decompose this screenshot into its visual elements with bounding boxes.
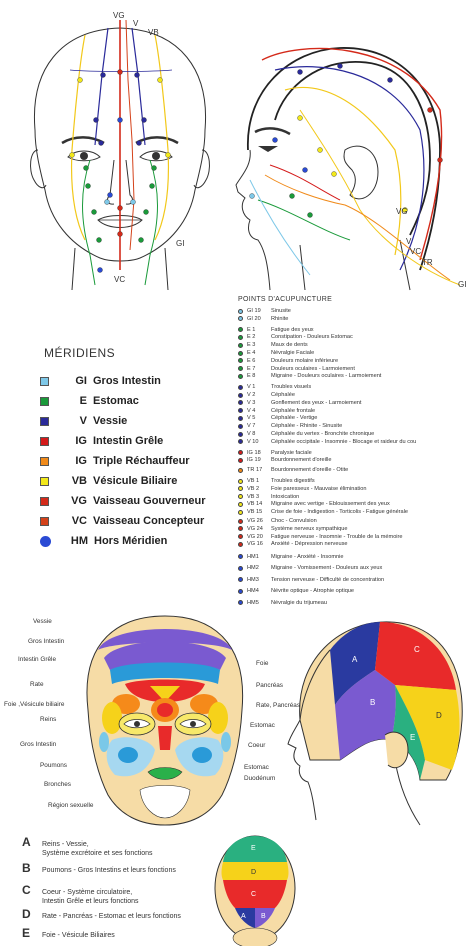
meridian-name: Gros Intestin	[93, 375, 161, 387]
acupoint-code: TR 17	[247, 467, 263, 474]
acupoint-indication: Douleurs molaire inférieure	[271, 357, 339, 364]
acupoint-indication: Troubles visuels	[271, 384, 312, 391]
zone-description	[42, 840, 242, 858]
meridians-title: MÉRIDIENS	[44, 346, 116, 360]
label-coeur: Coeur	[248, 742, 266, 749]
label-gros-intestin-mid: Gros Intestin	[20, 741, 57, 748]
acupoint-row	[238, 508, 408, 516]
meridian-diagrams	[0, 0, 474, 300]
meridian-row	[40, 431, 163, 451]
zone-legend-row	[22, 883, 222, 906]
acupoint-dot	[238, 351, 243, 356]
acupoint-row	[238, 365, 355, 373]
acupoint-indication: Migraine - Vomissement - Douleurs aux yeux	[271, 565, 383, 572]
acupoint-dot	[238, 424, 243, 429]
meridian-color-swatch	[40, 397, 49, 406]
zone-description	[42, 912, 242, 921]
acupoint-dot	[238, 393, 243, 398]
acupoint-code: VG 20	[247, 533, 263, 540]
acupoint-dot	[238, 554, 243, 559]
acupoint-indication: Névrite optique - Atrophie optique	[271, 588, 355, 595]
acupoint-code: HM2	[247, 565, 259, 572]
acupoint-indication: Névralgie Faciale	[271, 350, 315, 356]
acupoint-dot	[238, 458, 243, 463]
zone-letter: B	[22, 861, 31, 875]
acupoint-code: V 7	[247, 423, 256, 430]
label-estomac: Estomac	[250, 722, 275, 729]
acupoint-indication: Fatigue nerveuse - Insomnie - Trouble de la mémoire	[271, 533, 403, 540]
meridian-name: Estomac	[93, 395, 139, 407]
acupoint-row	[238, 326, 314, 334]
meridian-row	[40, 511, 204, 531]
acupoint-code: VG 16	[247, 541, 263, 548]
meridian-color-swatch	[40, 437, 49, 446]
acupoint-row	[238, 551, 343, 562]
acupoint-indication: Céphalée - Rhinite - Sinusite	[271, 423, 343, 430]
acupoint-row	[238, 438, 416, 446]
acupoint-row	[238, 525, 348, 533]
acupoint-dot	[238, 366, 243, 371]
acupoint-dot	[238, 439, 243, 444]
meridian-code: HM	[70, 535, 88, 547]
acupoint-indication: Maux de dents	[271, 342, 308, 349]
acupoint-code: VB 15	[247, 509, 263, 516]
acupoint-indication: Bourdonnement d'oreille	[271, 457, 332, 464]
label-vg-front: VG	[113, 11, 125, 20]
acupoint-code: E 6	[247, 357, 256, 364]
acupoint-row	[238, 456, 331, 464]
acupoint-indication: Intoxication	[271, 493, 300, 500]
acupoint-code: HM3	[247, 576, 259, 583]
meridian-code: V	[79, 415, 87, 427]
meridian-row	[40, 471, 177, 491]
acupoint-dot	[238, 502, 243, 507]
acupoint-dot	[238, 589, 243, 594]
acupoint-indication: Anxiété - Dépression nerveuse	[271, 541, 348, 548]
acupoint-indication: Douleurs oculaires - Larmoiement	[271, 365, 355, 372]
zone-letter-c-side: C	[414, 645, 420, 654]
label-pancreas: Pancréas	[256, 682, 283, 689]
label-rate-pancreas: Rate, Pancréas	[256, 702, 301, 709]
zone-legend-row	[22, 907, 222, 930]
acupoint-indication: Migraine - Douleurs oculaires - Larmoiement	[271, 373, 382, 380]
zone-legend-row	[22, 835, 222, 858]
acupoint-row	[238, 597, 327, 608]
acupoint-indication: Fatigue des yeux	[271, 326, 314, 333]
acupoint-code: VB 1	[247, 478, 260, 484]
acupoint-row	[238, 533, 403, 541]
acupoint-row	[238, 430, 374, 438]
acupoint-indication: Crise de foie - Indigestion - Torticolis - Fatigue générale	[271, 509, 409, 516]
label-v-front: V	[133, 19, 139, 28]
acupoint-row	[238, 391, 295, 399]
acupoint-row	[238, 493, 299, 501]
acupoint-row	[238, 341, 308, 349]
acupoint-indication: Céphalée du vertex - Bronchite chronique	[271, 431, 375, 437]
zone-description-line: Intestin Grêle et leurs fonctions	[42, 898, 139, 905]
acupoint-row	[238, 466, 348, 474]
acupoint-dot	[238, 486, 243, 491]
zone-description-line: Foie - Vésicule Biliaires	[42, 932, 115, 939]
meridian-code: GI	[75, 375, 87, 387]
acupoint-dot	[238, 450, 243, 455]
acupoint-dot	[238, 566, 243, 571]
acupoint-code: VG 24	[247, 525, 263, 532]
acupoint-code: V 5	[247, 415, 256, 422]
acupoint-code: V 3	[247, 399, 256, 406]
acupoint-indication: Céphalée - Vertige	[271, 415, 318, 422]
zone-description-line: Coeur - Système circulatoire,	[42, 889, 133, 896]
zone-letter: A	[22, 835, 31, 849]
acupoint-dot	[238, 309, 243, 314]
zone-description-line: Reins - Vessie,	[42, 841, 89, 848]
meridian-name: Vésicule Biliaire	[93, 475, 178, 487]
label-poumons: Poumons	[40, 762, 67, 769]
label-reins: Reins	[40, 716, 57, 723]
acupoint-dot	[238, 542, 243, 547]
acupoint-indication: Constipation - Douleurs Estomac	[271, 334, 353, 341]
side-head-diagram	[236, 48, 460, 290]
meridian-color-swatch	[40, 417, 49, 426]
acupoint-indication: Migraine - Anxiété - Insomnie	[271, 553, 344, 560]
front-head-diagram	[31, 20, 210, 290]
acupoint-dot	[238, 494, 243, 499]
acupoint-dot	[238, 400, 243, 405]
acupoint-code: E 7	[247, 365, 256, 372]
label-estomac-low: Estomac	[244, 764, 269, 771]
acupoint-row	[238, 422, 342, 430]
meridian-row	[40, 371, 161, 391]
side-head-zones	[288, 622, 462, 825]
acupoint-row	[238, 586, 354, 597]
acupoint-dot	[238, 374, 243, 379]
meridian-row	[40, 411, 127, 431]
label-gros-intestin-top: Gros Intestin	[28, 638, 65, 645]
acupoint-indication: Céphalée occipitale - Insomnie - Blocage et raideur du cou	[271, 438, 417, 445]
label-duodenum: Duodénum	[244, 775, 276, 782]
acupoint-indication: Tension nerveuse - Difficulté de concentration	[271, 576, 385, 583]
acupoint-row	[238, 574, 384, 585]
acupoint-indication: Paralysie faciale	[271, 449, 312, 456]
meridian-color-swatch	[40, 497, 49, 506]
zone-description	[42, 931, 242, 940]
acupoint-code: V 8	[247, 431, 256, 437]
meridian-code: IG	[75, 435, 87, 447]
acupoint-indication: Gonflement des yeux - Larmoiement	[271, 399, 362, 406]
meridian-row	[40, 391, 139, 411]
zone-letter-b-side: B	[370, 698, 376, 707]
acupoint-row	[238, 307, 291, 315]
meridian-code: E	[79, 395, 87, 407]
acupoint-dot	[238, 316, 243, 321]
zone-description	[42, 888, 242, 906]
meridian-color-swatch	[40, 536, 51, 547]
meridian-color-swatch	[40, 517, 49, 526]
acupoint-dot	[238, 408, 243, 413]
acupoint-indication: Céphalée	[271, 392, 295, 398]
acupoint-row	[238, 315, 288, 323]
label-bronches: Bronches	[44, 781, 71, 788]
acupoint-dot	[238, 432, 243, 437]
acupoint-dot	[238, 335, 243, 340]
zone-legend-row	[22, 861, 222, 884]
zone-letter-d-side: D	[436, 711, 442, 720]
acupoint-row	[238, 540, 348, 548]
meridian-name: Vessie	[93, 415, 128, 427]
top-zone-c: C	[251, 891, 257, 898]
acupoint-row	[238, 449, 312, 457]
acupoint-dot	[238, 479, 243, 484]
acupoint-indication: Migraine avec vertige - Eblouissement des yeux	[271, 501, 390, 508]
acupoint-code: E 2	[247, 334, 256, 341]
acupoint-row	[238, 357, 338, 365]
acupoint-code: VB 14	[247, 501, 263, 508]
acupoint-dot	[238, 510, 243, 515]
acupoint-code: VB 3	[247, 493, 260, 500]
acupoint-dot	[238, 358, 243, 363]
meridian-code: VC	[71, 515, 87, 527]
meridian-name: Intestin Grêle	[93, 435, 164, 447]
acupoint-dot	[238, 343, 243, 348]
zone-letter: D	[22, 907, 31, 921]
acupoint-indication: Choc - Convulsion	[271, 518, 317, 524]
acupoint-code: V 4	[247, 407, 256, 414]
acupoint-dot	[238, 519, 243, 524]
label-intestin-grele: Intestin Grêle	[18, 656, 57, 663]
meridian-color-swatch	[40, 377, 49, 386]
meridian-name: Vaisseau Gouverneur	[93, 495, 206, 507]
label-foie-vesicule: Foie ,Vésicule biliaire	[4, 701, 65, 708]
acupoint-row	[238, 477, 315, 485]
label-gi-front: GI	[176, 239, 185, 248]
meridian-row	[40, 451, 190, 471]
label-vc-side: VC	[410, 247, 422, 256]
label-vc-front: VC	[114, 275, 126, 284]
meridian-name: Triple Réchauffeur	[93, 455, 190, 467]
acupoint-indication: Rhinite	[271, 315, 289, 322]
acupoint-row	[238, 500, 390, 508]
acupoint-code: V 1	[247, 384, 256, 391]
acupoint-dot	[238, 416, 243, 421]
acupoint-code: HM5	[247, 599, 259, 606]
acupoint-code: V 10	[247, 438, 259, 445]
acupoint-code: GI 19	[247, 308, 261, 314]
acupoint-code: IG 19	[247, 457, 261, 464]
zone-letter-e-side: E	[410, 733, 416, 742]
zone-letter-a-side: A	[352, 655, 358, 664]
acupoint-code: E 4	[247, 350, 256, 356]
acupoint-row	[238, 563, 382, 574]
meridian-name: Hors Méridien	[94, 535, 168, 547]
label-vg-side: VG	[396, 207, 408, 216]
acupoint-row	[238, 517, 317, 525]
acupoint-code: VB 2	[247, 485, 260, 492]
zone-description-line: Poumons - Gros Intestins et leurs fonctions	[42, 867, 176, 874]
top-zone-d: D	[251, 869, 257, 876]
acupoint-dot	[238, 385, 243, 390]
meridian-code: VG	[71, 495, 87, 507]
label-v-side: V	[406, 237, 412, 246]
acupoint-dot	[238, 526, 243, 531]
meridian-name: Vaisseau Concepteur	[93, 515, 205, 527]
acupoint-dot	[238, 534, 243, 539]
meridian-color-swatch	[40, 477, 49, 486]
label-vessie: Vessie	[33, 618, 52, 625]
top-zone-e: E	[251, 845, 256, 852]
label-gi-side: GI	[458, 280, 467, 289]
acupoint-row	[238, 383, 311, 391]
zone-letter: C	[22, 883, 31, 897]
acupoint-code: HM1	[247, 553, 259, 560]
acupoint-dot	[238, 468, 243, 473]
meridian-code: VB	[71, 475, 87, 487]
top-zone-a: A	[241, 913, 246, 920]
label-foie: Foie	[256, 660, 269, 667]
meridian-row	[40, 531, 167, 551]
acupoint-code: E 3	[247, 342, 256, 349]
face-map-diagram	[0, 610, 474, 830]
label-tr-side: TR	[422, 258, 433, 267]
acupoint-row	[238, 372, 381, 380]
zone-description-line: Système excrétoire et ses fonctions	[42, 850, 153, 857]
meridian-row	[40, 491, 206, 511]
acupoint-code: HM4	[247, 588, 259, 595]
meridian-color-swatch	[40, 457, 49, 466]
acupoint-row	[238, 333, 353, 341]
acupoint-code: E 1	[247, 326, 256, 333]
acupoint-code: GI 20	[247, 315, 261, 322]
acupoint-row	[238, 349, 314, 357]
points-title: POINTS D'ACUPUNCTURE	[238, 296, 333, 303]
acupoint-indication: Bourdonnement d'oreille - Otite	[271, 467, 349, 474]
zone-description-line: Rate - Pancréas - Estomac et leurs fonctions	[42, 913, 181, 920]
acupoint-dot	[238, 600, 243, 605]
acupoint-code: V 2	[247, 392, 256, 398]
acupoint-code: IG 18	[247, 449, 261, 456]
acupoint-indication: Céphalée frontale	[271, 407, 316, 414]
acupoint-row	[238, 399, 361, 407]
acupoint-dot	[238, 577, 243, 582]
label-region-sexuelle: Région sexuelle	[48, 802, 94, 809]
zone-letter: E	[22, 926, 31, 940]
acupoint-row	[238, 407, 315, 415]
zone-description	[42, 866, 242, 875]
zone-legend-row	[22, 926, 222, 949]
label-rate: Rate	[30, 681, 44, 688]
label-vb-front: VB	[148, 28, 159, 37]
top-zone-b: B	[261, 913, 266, 920]
acupoint-row	[238, 485, 366, 493]
acupoint-dot	[238, 327, 243, 332]
acupoint-indication: Sinusite	[271, 308, 291, 314]
acupoint-indication: Foie paresseux - Mauvaise élimination	[271, 485, 367, 492]
acupoint-code: VG 26	[247, 518, 263, 524]
acupoint-indication: Système nerveux sympathique	[271, 525, 348, 532]
acupoint-indication: Troubles digestifs	[271, 478, 315, 484]
meridian-code: IG	[75, 455, 87, 467]
acupoint-indication: Névralgie du trijumeau	[271, 599, 327, 606]
acupoint-row	[238, 414, 317, 422]
acupoint-code: E 8	[247, 373, 256, 380]
